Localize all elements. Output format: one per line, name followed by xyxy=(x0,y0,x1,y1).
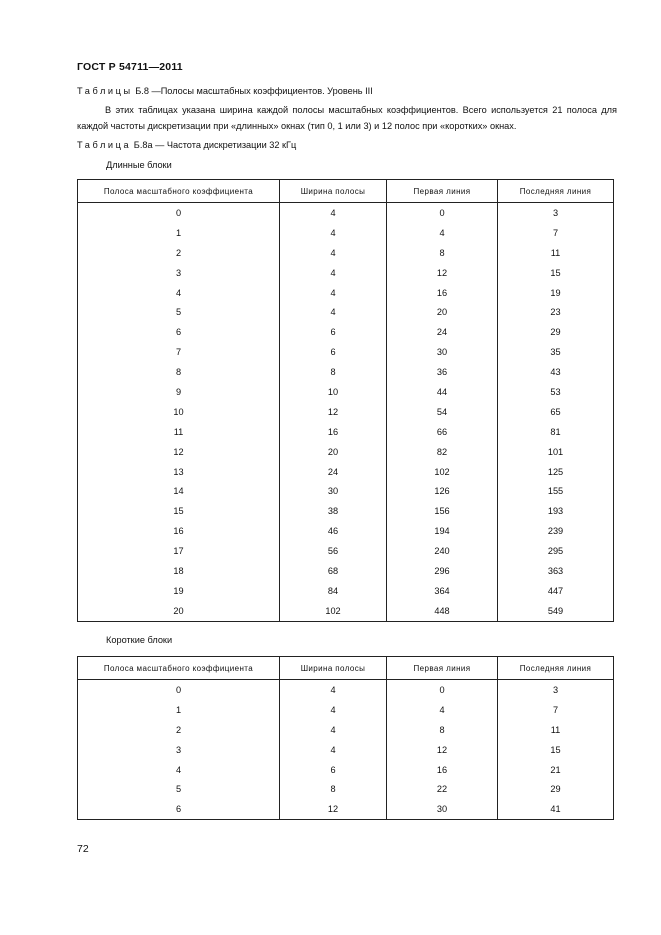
cell-width: 102 xyxy=(280,601,387,621)
short-blocks-body xyxy=(78,680,614,820)
cell-band: 6 xyxy=(78,799,280,819)
cell-first-line: 12 xyxy=(387,740,498,760)
cell-band: 7 xyxy=(78,342,280,362)
cell-width: 10 xyxy=(280,382,387,402)
cell-last-line: 15 xyxy=(498,740,614,760)
table-row xyxy=(78,283,614,303)
table-row xyxy=(78,779,614,799)
cell-first-line: 12 xyxy=(387,263,498,283)
cell-last-line: 35 xyxy=(498,342,614,362)
col-header-first-line: Первая линия xyxy=(387,180,498,203)
table-row xyxy=(78,700,614,720)
cell-last-line: 363 xyxy=(498,561,614,581)
cell-last-line: 43 xyxy=(498,362,614,382)
cell-last-line: 239 xyxy=(498,521,614,541)
cell-width: 4 xyxy=(280,740,387,760)
cell-width: 20 xyxy=(280,442,387,462)
col-header-band: Полоса масштабного коэффициента xyxy=(78,180,280,203)
table-row xyxy=(78,462,614,482)
cell-first-line: 54 xyxy=(387,402,498,422)
cell-band: 8 xyxy=(78,362,280,382)
long-blocks-body xyxy=(78,203,614,622)
cell-width: 56 xyxy=(280,541,387,561)
cell-width: 4 xyxy=(280,263,387,283)
cell-last-line: 11 xyxy=(498,720,614,740)
cell-band: 3 xyxy=(78,740,280,760)
cell-last-line: 125 xyxy=(498,462,614,482)
cell-first-line: 4 xyxy=(387,223,498,243)
table-row xyxy=(78,263,614,283)
table-row xyxy=(78,302,614,322)
cell-last-line: 11 xyxy=(498,243,614,263)
cell-band: 17 xyxy=(78,541,280,561)
intro-paragraph: В этих таблицах указана ширина каждой полосы масштабных коэффициентов. Всего используется 21 полоса для каждой частоты дискретизации при «длинных» окнах (тип 0, 1 или 3) и 12 полос при «коротких» окнах. xyxy=(77,105,617,131)
cell-first-line: 44 xyxy=(387,382,498,402)
cell-last-line: 7 xyxy=(498,223,614,243)
document-title: ГОСТ Р 54711—2011 xyxy=(77,61,183,73)
cell-first-line: 66 xyxy=(387,422,498,442)
table-row xyxy=(78,223,614,243)
cell-first-line: 0 xyxy=(387,680,498,700)
cell-band: 20 xyxy=(78,601,280,621)
table-row xyxy=(78,501,614,521)
cell-last-line: 7 xyxy=(498,700,614,720)
cell-band: 4 xyxy=(78,283,280,303)
cell-first-line: 448 xyxy=(387,601,498,621)
cell-band: 12 xyxy=(78,442,280,462)
table-word: Таблицы xyxy=(77,86,133,96)
cell-band: 1 xyxy=(78,223,280,243)
table-row xyxy=(78,481,614,501)
table-header-row xyxy=(78,180,614,203)
cell-first-line: 16 xyxy=(387,283,498,303)
cell-band: 15 xyxy=(78,501,280,521)
cell-first-line: 24 xyxy=(387,322,498,342)
cell-width: 4 xyxy=(280,700,387,720)
caption-text: Б.8а — Частота дискретизации 32 кГц xyxy=(131,140,297,150)
cell-band: 5 xyxy=(78,779,280,799)
cell-width: 30 xyxy=(280,481,387,501)
cell-width: 4 xyxy=(280,680,387,700)
cell-first-line: 8 xyxy=(387,243,498,263)
cell-first-line: 240 xyxy=(387,541,498,561)
cell-last-line: 29 xyxy=(498,779,614,799)
table-row xyxy=(78,442,614,462)
cell-band: 0 xyxy=(78,680,280,700)
cell-last-line: 23 xyxy=(498,302,614,322)
cell-last-line: 19 xyxy=(498,283,614,303)
cell-first-line: 156 xyxy=(387,501,498,521)
cell-width: 12 xyxy=(280,402,387,422)
table-row xyxy=(78,362,614,382)
cell-width: 4 xyxy=(280,283,387,303)
cell-first-line: 364 xyxy=(387,581,498,601)
table-header-row xyxy=(78,657,614,680)
cell-first-line: 30 xyxy=(387,342,498,362)
cell-first-line: 0 xyxy=(387,203,498,223)
short-blocks-title: Короткие блоки xyxy=(106,635,173,645)
cell-last-line: 193 xyxy=(498,501,614,521)
table-row xyxy=(78,342,614,362)
col-header-width: Ширина полосы xyxy=(280,180,387,203)
col-header-last-line: Последняя линия xyxy=(498,657,614,680)
cell-width: 84 xyxy=(280,581,387,601)
cell-last-line: 65 xyxy=(498,402,614,422)
cell-width: 6 xyxy=(280,322,387,342)
cell-last-line: 3 xyxy=(498,680,614,700)
cell-width: 24 xyxy=(280,462,387,482)
cell-width: 8 xyxy=(280,362,387,382)
cell-band: 16 xyxy=(78,521,280,541)
cell-last-line: 53 xyxy=(498,382,614,402)
cell-width: 4 xyxy=(280,223,387,243)
cell-first-line: 126 xyxy=(387,481,498,501)
cell-band: 6 xyxy=(78,322,280,342)
cell-last-line: 447 xyxy=(498,581,614,601)
table-row xyxy=(78,581,614,601)
cell-last-line: 21 xyxy=(498,760,614,780)
cell-last-line: 295 xyxy=(498,541,614,561)
long-blocks-title: Длинные блоки xyxy=(106,160,172,170)
table-row xyxy=(78,561,614,581)
cell-first-line: 194 xyxy=(387,521,498,541)
table-row xyxy=(78,402,614,422)
cell-first-line: 8 xyxy=(387,720,498,740)
cell-band: 19 xyxy=(78,581,280,601)
table-row xyxy=(78,799,614,819)
cell-width: 6 xyxy=(280,342,387,362)
cell-width: 4 xyxy=(280,243,387,263)
cell-last-line: 3 xyxy=(498,203,614,223)
col-header-band: Полоса масштабного коэффициента xyxy=(78,657,280,680)
cell-first-line: 296 xyxy=(387,561,498,581)
cell-last-line: 155 xyxy=(498,481,614,501)
cell-band: 11 xyxy=(78,422,280,442)
cell-width: 6 xyxy=(280,760,387,780)
caption-text: Б.8 —Полосы масштабных коэффициентов. Уровень III xyxy=(132,86,373,96)
table-b8-caption xyxy=(77,86,373,96)
table-row xyxy=(78,680,614,700)
cell-band: 1 xyxy=(78,700,280,720)
cell-band: 14 xyxy=(78,481,280,501)
cell-last-line: 81 xyxy=(498,422,614,442)
table-row xyxy=(78,203,614,223)
table-row xyxy=(78,243,614,263)
col-header-width: Ширина полосы xyxy=(280,657,387,680)
cell-width: 16 xyxy=(280,422,387,442)
cell-band: 5 xyxy=(78,302,280,322)
cell-first-line: 16 xyxy=(387,760,498,780)
cell-last-line: 29 xyxy=(498,322,614,342)
cell-band: 10 xyxy=(78,402,280,422)
cell-band: 18 xyxy=(78,561,280,581)
table-row xyxy=(78,760,614,780)
cell-width: 12 xyxy=(280,799,387,819)
cell-width: 8 xyxy=(280,779,387,799)
cell-first-line: 102 xyxy=(387,462,498,482)
cell-band: 9 xyxy=(78,382,280,402)
cell-band: 2 xyxy=(78,243,280,263)
cell-first-line: 22 xyxy=(387,779,498,799)
table-b8a-caption xyxy=(77,140,296,150)
cell-band: 2 xyxy=(78,720,280,740)
page-number: 72 xyxy=(77,843,89,855)
table-row xyxy=(78,541,614,561)
table-row xyxy=(78,382,614,402)
cell-band: 0 xyxy=(78,203,280,223)
cell-width: 38 xyxy=(280,501,387,521)
table-row xyxy=(78,521,614,541)
cell-width: 46 xyxy=(280,521,387,541)
cell-first-line: 20 xyxy=(387,302,498,322)
cell-band: 3 xyxy=(78,263,280,283)
cell-width: 4 xyxy=(280,302,387,322)
table-row xyxy=(78,740,614,760)
table-row xyxy=(78,322,614,342)
cell-first-line: 82 xyxy=(387,442,498,462)
table-row xyxy=(78,720,614,740)
cell-width: 4 xyxy=(280,720,387,740)
cell-band: 4 xyxy=(78,760,280,780)
col-header-last-line: Последняя линия xyxy=(498,180,614,203)
short-blocks-table xyxy=(77,656,614,820)
cell-first-line: 36 xyxy=(387,362,498,382)
cell-last-line: 15 xyxy=(498,263,614,283)
cell-first-line: 4 xyxy=(387,700,498,720)
cell-first-line: 30 xyxy=(387,799,498,819)
cell-width: 68 xyxy=(280,561,387,581)
cell-last-line: 549 xyxy=(498,601,614,621)
table-row xyxy=(78,422,614,442)
table-word: Таблица xyxy=(77,140,132,150)
cell-band: 13 xyxy=(78,462,280,482)
long-blocks-table xyxy=(77,179,614,622)
cell-last-line: 41 xyxy=(498,799,614,819)
cell-last-line: 101 xyxy=(498,442,614,462)
cell-width: 4 xyxy=(280,203,387,223)
col-header-first-line: Первая линия xyxy=(387,657,498,680)
table-row xyxy=(78,601,614,621)
